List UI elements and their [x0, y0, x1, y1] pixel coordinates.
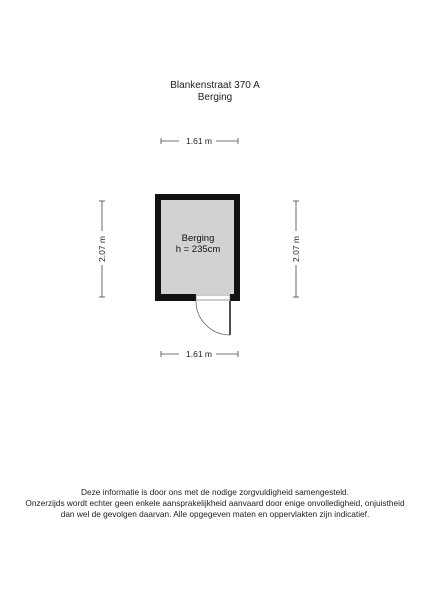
address-title: Blankenstraat 370 A [170, 80, 260, 91]
door-swing-arc [196, 301, 230, 335]
top-dimension-label: 1.61 m [186, 136, 212, 146]
wall-bottom-left [155, 294, 196, 301]
disclaimer-line: dan wel de gevolgen daarvan. Alle opgegeven maten en oppervlakten zijn indicatief. [60, 509, 370, 519]
disclaimer [0, 487, 430, 520]
left-dimension-label: 2.07 m [97, 236, 107, 262]
door-threshold [196, 295, 230, 300]
bottom-dimension-label: 1.61 m [186, 349, 212, 359]
floor-subtitle: Berging [197, 92, 233, 103]
wall-right [234, 194, 240, 301]
room-height: h = 235cm [175, 244, 221, 255]
wall-bottom-right [230, 294, 240, 301]
door [196, 295, 230, 335]
right-dimension-label: 2.07 m [291, 236, 301, 262]
wall-top [155, 194, 240, 200]
disclaimer-line: Deze informatie is door ons met de nodige zorgvuldigheid samengesteld. [81, 487, 349, 497]
wall-left [155, 194, 161, 301]
room-name: Berging [181, 233, 215, 244]
disclaimer-line: Onzerzijds wordt echter geen enkele aansprakelijkheid aanvaard door enige onvolledigheid, onjuistheid [25, 498, 405, 508]
